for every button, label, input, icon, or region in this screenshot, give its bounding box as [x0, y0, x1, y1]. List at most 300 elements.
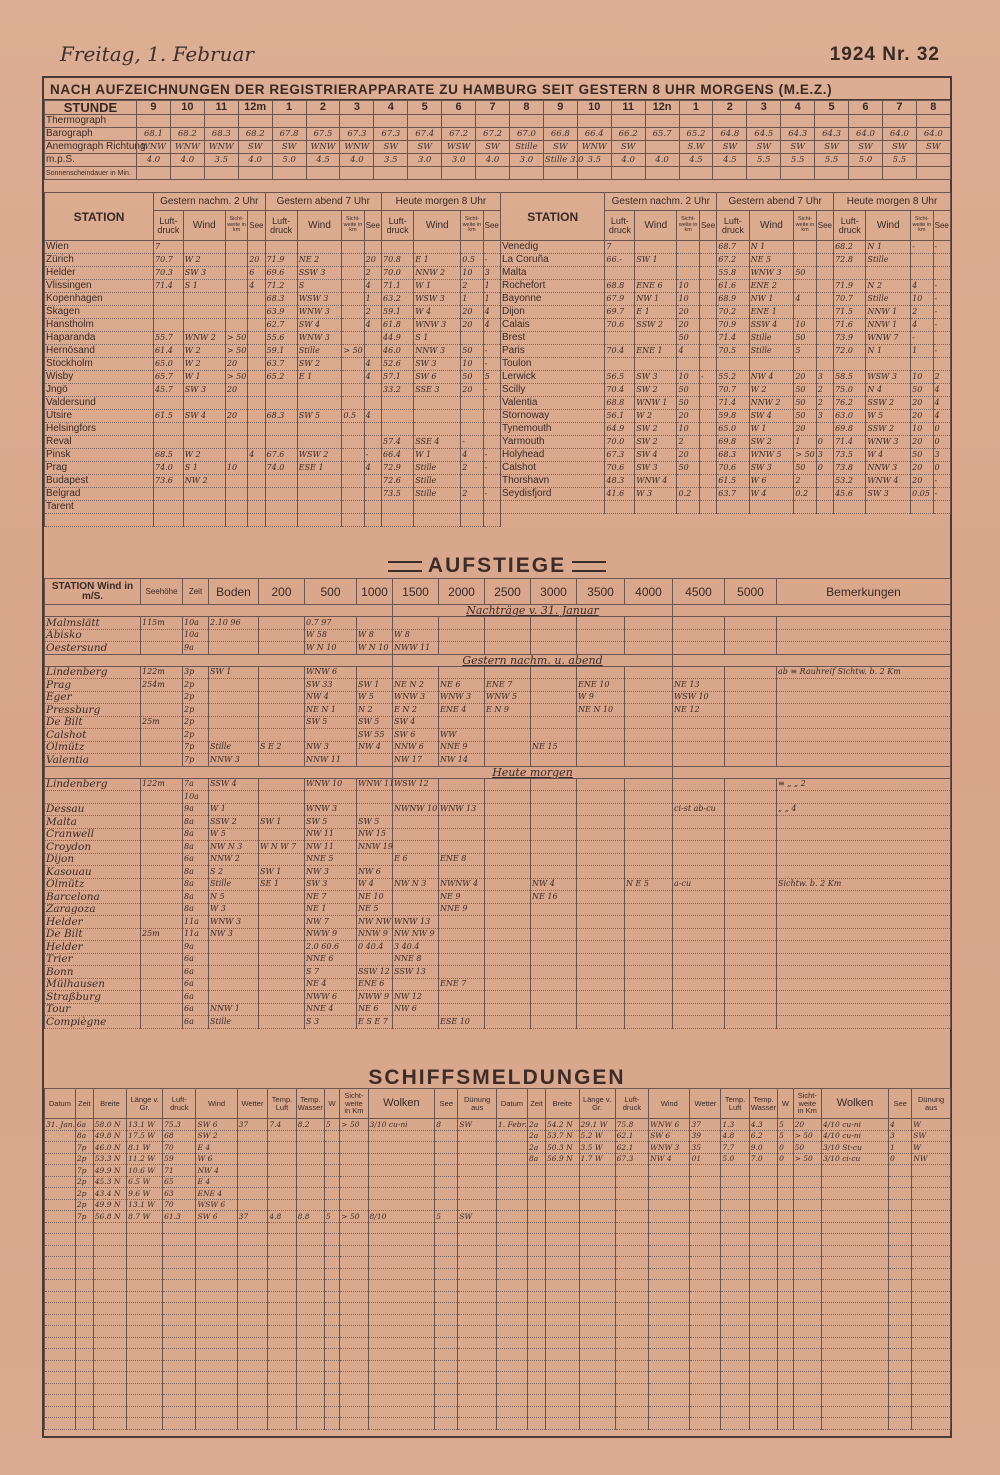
issue-number: 1924 Nr. 32: [829, 44, 940, 65]
aufstiege-value: [141, 853, 183, 866]
station-value: 4: [483, 319, 500, 332]
station-value: [225, 475, 247, 488]
thermo-cell: [747, 115, 781, 128]
station-value: [381, 410, 413, 423]
station-name: Calshot: [501, 462, 605, 475]
aufstiege-value: [439, 916, 485, 929]
aufstiege-value: [259, 928, 305, 941]
empty-cell: [196, 1257, 237, 1269]
ship-value: ENE 4: [196, 1188, 237, 1200]
aufstiege-station: Abisko: [45, 629, 141, 642]
ship-value: > 50: [793, 1153, 821, 1165]
station-value: > 50: [342, 345, 364, 358]
empty-cell: [368, 1303, 435, 1315]
station-value: NW 1: [749, 293, 794, 306]
empty-cell: [889, 1418, 912, 1430]
aufstiege-value: [725, 741, 777, 754]
empty-cell: [501, 501, 605, 514]
station-name: Budapest: [45, 475, 154, 488]
station-value: [699, 462, 716, 475]
station-value: SW 3: [635, 371, 677, 384]
station-value: 50: [911, 384, 933, 397]
ship-header-4: Luft-druck: [163, 1089, 196, 1119]
ship-value: WSW 6: [196, 1199, 237, 1211]
ship-value: [458, 1188, 497, 1200]
aufstiege-value: [577, 642, 625, 655]
station-name: Stornoway: [501, 410, 605, 423]
empty-cell: [497, 1383, 528, 1395]
aufstiege-value: [777, 903, 951, 916]
empty-cell: [793, 1337, 821, 1349]
empty-cell: [268, 1268, 296, 1280]
ship-row: [497, 1119, 951, 1131]
empty-cell: [546, 1383, 580, 1395]
station-value: [225, 306, 247, 319]
aufstiege-table: [44, 578, 951, 1029]
station-value: [297, 436, 342, 449]
ship-table-right: [496, 1088, 951, 1430]
ship-value: 4.3: [749, 1119, 777, 1131]
station-value: [225, 501, 247, 514]
empty-cell: [75, 1234, 93, 1246]
empty-cell: [821, 1406, 888, 1418]
station-value: [699, 319, 716, 332]
aufstiege-value: [725, 941, 777, 954]
ship-row: [45, 1188, 497, 1200]
ship-value: 5: [435, 1211, 458, 1223]
aufstiege-value: N 5: [209, 891, 259, 904]
empty-cell: [368, 1234, 435, 1246]
empty-cell: [45, 1326, 76, 1338]
station-value: [154, 488, 184, 501]
mps-cell: 4.5: [713, 154, 747, 167]
aufstiege-value: 10a: [183, 791, 209, 804]
aufstiege-value: [673, 778, 725, 791]
richtung-cell: SW: [272, 141, 306, 154]
empty-cell: [265, 514, 297, 527]
empty-cell: [649, 1268, 690, 1280]
empty-cell: [579, 1360, 615, 1372]
empty-cell: [912, 1303, 951, 1315]
station-col-header: STATION: [45, 193, 154, 241]
station-value: 70.6: [717, 462, 749, 475]
aufstiege-value: [777, 617, 951, 630]
mps-cell: 4.0: [170, 154, 204, 167]
aufstiege-value: [141, 642, 183, 655]
empty-cell: [45, 1234, 76, 1246]
aufstiege-value: [141, 903, 183, 916]
sonne-cell: [916, 167, 950, 180]
aufstiege-value: [141, 941, 183, 954]
aufstiege-value: [673, 729, 725, 742]
ship-row: [45, 1153, 497, 1165]
sonne-cell: [882, 167, 916, 180]
aufstiege-value: [259, 1003, 305, 1016]
ship-row: [497, 1142, 951, 1154]
hour-cell: 3: [340, 101, 374, 115]
aufstiege-value: [141, 828, 183, 841]
ship-value: 3/10 cu-ni: [368, 1119, 435, 1131]
aufstiege-value: [625, 853, 673, 866]
ship-value: 6.5 W: [127, 1176, 163, 1188]
empty-cell: [340, 1234, 368, 1246]
ship-value: [268, 1165, 296, 1177]
empty-cell: [497, 1418, 528, 1430]
station-row: [501, 306, 951, 319]
empty-cell: [340, 1291, 368, 1303]
ship-value: [435, 1176, 458, 1188]
ship-header-6: Wetter: [237, 1089, 268, 1119]
aufstiege-value: 8a: [183, 891, 209, 904]
station-value: [699, 423, 716, 436]
empty-cell: [127, 1349, 163, 1361]
empty-cell: [296, 1257, 324, 1269]
aufstiege-value: [673, 928, 725, 941]
station-value: 10: [677, 423, 699, 436]
station-value: > 50: [225, 332, 247, 345]
station-value: [265, 384, 297, 397]
station-value: [699, 345, 716, 358]
empty-cell: [435, 1234, 458, 1246]
ship-value: 4/10 cu-ni: [821, 1130, 888, 1142]
empty-cell: [127, 1280, 163, 1292]
empty-cell: [889, 1199, 912, 1211]
station-value: 50: [461, 371, 483, 384]
empty-cell: [75, 1280, 93, 1292]
aufstiege-value: NW 14: [439, 754, 485, 767]
empty-cell: [163, 1234, 196, 1246]
baro-cell: 64.3: [815, 128, 849, 141]
aufstiege-value: NW NW 9: [393, 928, 439, 941]
aufstiege-value: [259, 704, 305, 717]
aufstiege-value: [259, 953, 305, 966]
empty-cell: [127, 1372, 163, 1384]
station-row: [501, 436, 951, 449]
empty-cell: [649, 1222, 690, 1234]
ship-row: [45, 1176, 497, 1188]
hour-cell: 2: [306, 101, 340, 115]
station-value: 74.0: [265, 462, 297, 475]
empty-cell: [778, 1360, 793, 1372]
richtung-cell: SW: [238, 141, 272, 154]
empty-cell: [268, 1395, 296, 1407]
station-value: 3: [816, 371, 833, 384]
empty-cell: [527, 1199, 545, 1211]
station-value: 69.8: [834, 423, 866, 436]
hourly-title: NACH AUFZEICHNUNGEN DER REGISTRIERAPPARATE ZU HAMBURG SEIT GESTERN 8 UHR MORGENS (M.E.Z.): [44, 78, 950, 100]
aufstiege-value: NW 3: [305, 866, 357, 879]
aufstiege-value: [209, 978, 259, 991]
sub-wind: Wind: [749, 211, 794, 241]
empty-cell: [749, 1280, 777, 1292]
richtung-cell: SW: [611, 141, 645, 154]
station-value: [342, 319, 364, 332]
station-value: N 1: [866, 345, 911, 358]
station-value: 56.1: [605, 410, 635, 423]
empty-cell: [368, 1418, 435, 1430]
station-value: [225, 280, 247, 293]
empty-cell: [237, 1418, 268, 1430]
station-value: 20: [794, 371, 816, 384]
baro-cell: 64.0: [916, 128, 950, 141]
empty-cell: [127, 1406, 163, 1418]
station-value: NNW 2: [414, 267, 461, 280]
aufstiege-station: Valentia: [45, 754, 141, 767]
empty-cell: [778, 1406, 793, 1418]
ship-value: [368, 1199, 435, 1211]
ship-value: [268, 1142, 296, 1154]
empty-cell: [237, 1257, 268, 1269]
ship-value: 7.4: [268, 1119, 296, 1131]
station-value: 69.8: [717, 436, 749, 449]
aufstiege-value: NW 11: [305, 841, 357, 854]
ship-value: [324, 1199, 339, 1211]
aufstiege-value: SSW 13: [393, 966, 439, 979]
aufstiege-value: 2p: [183, 679, 209, 692]
empty-cell: [75, 1349, 93, 1361]
empty-cell: [163, 1406, 196, 1418]
aufstiege-value: ≡ „ „ 2: [777, 778, 951, 791]
empty-cell: [324, 1245, 339, 1257]
hour-cell: 2: [713, 101, 747, 115]
empty-cell: [237, 1326, 268, 1338]
station-value: ENE 1: [635, 345, 677, 358]
empty-cell: [527, 1268, 545, 1280]
ship-value: [435, 1199, 458, 1211]
ship-header-0: Datum: [45, 1089, 76, 1119]
aufstiege-value: [531, 803, 577, 816]
station-value: 50: [794, 332, 816, 345]
ship-value: [435, 1188, 458, 1200]
ship-value: [296, 1199, 324, 1211]
station-value: [248, 462, 265, 475]
aufstiege-value: [141, 754, 183, 767]
ship-value: 5: [778, 1119, 793, 1131]
empty-cell: [527, 1280, 545, 1292]
empty-cell: [546, 1199, 580, 1211]
station-value: 73.8: [834, 462, 866, 475]
aufstiege-value: [777, 679, 951, 692]
sonne-cell: [170, 167, 204, 180]
aufstiege-value: W N W 7: [259, 841, 305, 854]
empty-cell: [527, 1257, 545, 1269]
station-value: [364, 241, 381, 254]
station-value: [834, 358, 866, 371]
aufstiege-value: Stille: [209, 1016, 259, 1029]
empty-cell: [342, 514, 364, 527]
empty-cell: [912, 1280, 951, 1292]
ship-value: [237, 1188, 268, 1200]
sub-wind: Wind: [183, 211, 225, 241]
station-table-left: [44, 192, 501, 527]
aufstiege-value: [439, 941, 485, 954]
empty-cell: [889, 1314, 912, 1326]
empty-cell: [368, 1337, 435, 1349]
ship-header-3: Länge v. Gr.: [127, 1089, 163, 1119]
aufstiege-value: [141, 704, 183, 717]
aufstiege-value: [725, 803, 777, 816]
aufstiege-value: [393, 891, 439, 904]
aufstiege-value: [485, 853, 531, 866]
empty-cell: [778, 1280, 793, 1292]
empty-cell: [749, 1326, 777, 1338]
ship-value: 2p: [75, 1188, 93, 1200]
station-value: 65.0: [717, 423, 749, 436]
empty-cell: [821, 1245, 888, 1257]
empty-cell: [649, 1176, 690, 1188]
ship-header-13: Dünung aus: [458, 1089, 497, 1119]
richtung-cell: WSW: [442, 141, 476, 154]
empty-cell: [912, 1245, 951, 1257]
aufstiege-value: [673, 791, 725, 804]
ship-value: 62.1: [615, 1130, 649, 1142]
station-value: [154, 501, 184, 514]
station-value: NNW 1: [866, 319, 911, 332]
station-value: -: [483, 449, 500, 462]
empty-cell: [615, 1268, 649, 1280]
aufstiege-value: WNW 5: [485, 691, 531, 704]
empty-cell: [889, 1245, 912, 1257]
station-value: [911, 267, 933, 280]
aufstiege-value: [577, 903, 625, 916]
richtung-cell: SW: [882, 141, 916, 154]
station-value: [183, 397, 225, 410]
empty-cell: [368, 1326, 435, 1338]
aufstiege-value: [777, 866, 951, 879]
hour-cell: 7: [882, 101, 916, 115]
ship-row: [45, 1211, 497, 1223]
empty-cell: [793, 1395, 821, 1407]
empty-cell: [821, 1199, 888, 1211]
station-value: WNW 3: [297, 332, 342, 345]
ship-value: [324, 1188, 339, 1200]
empty-cell: [912, 1176, 951, 1188]
empty-cell: [546, 1418, 580, 1430]
ship-value: 4: [889, 1119, 912, 1131]
station-value: [483, 436, 500, 449]
ship-value: 8.1 W: [127, 1142, 163, 1154]
station-value: [605, 358, 635, 371]
empty-cell: [615, 1199, 649, 1211]
empty-cell: [546, 1165, 580, 1177]
station-row: [45, 332, 501, 345]
empty-cell: [793, 1199, 821, 1211]
station-value: 52.6: [381, 358, 413, 371]
aufstiege-value: WNW 6: [305, 666, 357, 679]
empty-cell: [579, 1326, 615, 1338]
empty-cell: [615, 1360, 649, 1372]
aufstiege-value: [625, 941, 673, 954]
empty-cell: [340, 1360, 368, 1372]
empty-cell: [778, 1349, 793, 1361]
thermo-cell: [272, 115, 306, 128]
empty-cell: [546, 1326, 580, 1338]
empty-cell: [196, 1360, 237, 1372]
empty-cell: [649, 1372, 690, 1384]
thermo-cell: [509, 115, 543, 128]
aufstiege-value: [725, 928, 777, 941]
station-value: 73.5: [381, 488, 413, 501]
aufstiege-row: [45, 916, 951, 929]
aufstiege-value: [531, 778, 577, 791]
station-name: Wisby: [45, 371, 154, 384]
empty-cell: [340, 1418, 368, 1430]
aufstiege-value: [531, 991, 577, 1004]
station-row: [45, 293, 501, 306]
empty-cell: [778, 1291, 793, 1303]
empty-cell: [749, 1199, 777, 1211]
ship-value: [45, 1130, 76, 1142]
aufstiege-value: [485, 803, 531, 816]
sub-see: See: [483, 211, 500, 241]
aufstiege-row: [45, 791, 951, 804]
empty-cell: [579, 1349, 615, 1361]
station-value: [699, 436, 716, 449]
aufstiege-station: Dessau: [45, 803, 141, 816]
station-row: [45, 358, 501, 371]
aufstiege-header-11: 3500: [577, 579, 625, 605]
empty-cell: [579, 1314, 615, 1326]
aufstiege-row: [45, 978, 951, 991]
ship-value: 6.2: [749, 1130, 777, 1142]
station-value: [414, 410, 461, 423]
baro-cell: 64.3: [781, 128, 815, 141]
aufstiege-value: [577, 803, 625, 816]
empty-cell: [778, 1165, 793, 1177]
thermo-cell: [442, 115, 476, 128]
empty-cell: [458, 1245, 497, 1257]
station-value: NNW 3: [414, 345, 461, 358]
station-name: Kopenhagen: [45, 293, 154, 306]
aufstiege-value: [485, 916, 531, 929]
station-value: 20: [677, 319, 699, 332]
station-row: [45, 423, 501, 436]
hour-cell: 12n: [645, 101, 679, 115]
station-value: E 1: [635, 306, 677, 319]
empty-cell: [793, 1234, 821, 1246]
station-value: 1: [794, 436, 816, 449]
ship-value: 9.6 W: [127, 1188, 163, 1200]
station-row: [501, 345, 951, 358]
station-value: SW 4: [183, 410, 225, 423]
station-value: [297, 475, 342, 488]
empty-cell: [127, 1418, 163, 1430]
aufstiege-station: Helder: [45, 941, 141, 954]
station-value: SW 3: [866, 488, 911, 501]
ship-value: 7p: [75, 1211, 93, 1223]
sonne-cell: [679, 167, 713, 180]
aufstiege-value: [531, 629, 577, 642]
empty-cell: [649, 1165, 690, 1177]
thermo-cell: [340, 115, 374, 128]
station-value: 4: [364, 371, 381, 384]
station-value: [794, 358, 816, 371]
ship-value: 7.0: [749, 1153, 777, 1165]
aufstiege-value: Stille: [209, 741, 259, 754]
ship-value: [458, 1142, 497, 1154]
station-value: [154, 319, 184, 332]
station-value: 2: [461, 280, 483, 293]
empty-cell: [889, 1349, 912, 1361]
empty-cell: [690, 1406, 721, 1418]
mps-cell: 5.5: [781, 154, 815, 167]
empty-cell: [268, 1383, 296, 1395]
empty-cell: [912, 1165, 951, 1177]
empty-cell: [45, 1222, 76, 1234]
ship-value: [368, 1188, 435, 1200]
aufstiege-value: [357, 617, 393, 630]
aufstiege-value: [725, 704, 777, 717]
